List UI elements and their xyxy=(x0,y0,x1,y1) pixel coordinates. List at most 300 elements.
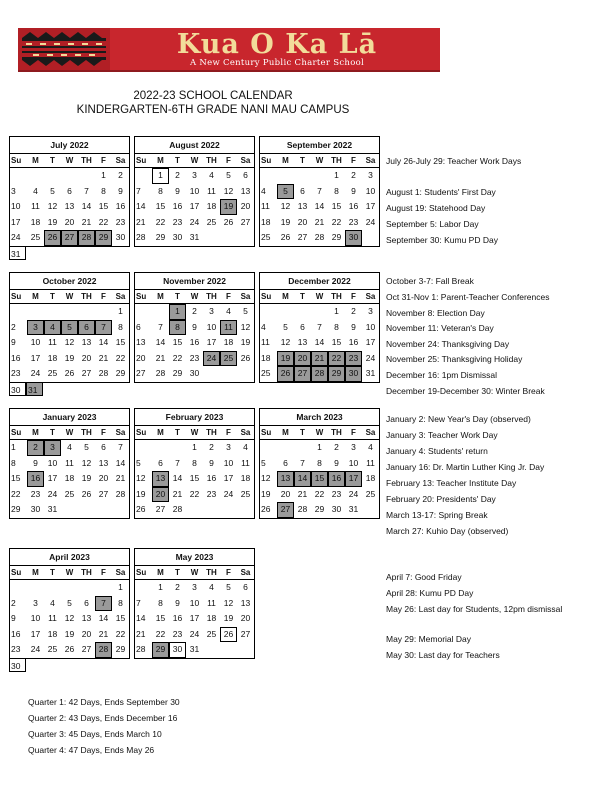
weekday-label: F xyxy=(101,292,106,301)
day-cell: 1 xyxy=(334,170,339,180)
empty-cell xyxy=(112,502,129,518)
day-cell: 22 xyxy=(331,216,342,227)
empty-cell xyxy=(61,304,78,320)
day-cell: 18 xyxy=(365,473,376,483)
day-cell: 25 xyxy=(64,488,75,499)
day-cell: 11 xyxy=(220,320,237,336)
day-cell: 29 xyxy=(152,642,169,658)
week-row xyxy=(10,230,129,246)
day-cell: 30 xyxy=(9,658,26,672)
day-cell: 4 xyxy=(44,320,61,336)
day-cell: 5 xyxy=(67,597,72,608)
day-cell: 15 xyxy=(98,201,109,211)
day-cell: 21 xyxy=(136,628,146,639)
day-cell: 2 xyxy=(192,306,197,316)
weekday-label: Su xyxy=(136,568,147,577)
weekday-header xyxy=(10,290,129,304)
day-cell: 16 xyxy=(328,471,345,487)
day-cell: 26 xyxy=(261,504,271,514)
empty-cell xyxy=(95,580,112,596)
calendar-note: November 24: Thanksgiving Day xyxy=(386,339,510,349)
day-cell: 15 xyxy=(155,201,166,211)
day-cell: 25 xyxy=(47,368,58,378)
week-row xyxy=(10,642,129,658)
day-cell: 4 xyxy=(368,442,373,452)
empty-cell xyxy=(61,168,78,184)
day-cell: 22 xyxy=(155,628,166,639)
empty-cell xyxy=(135,440,152,456)
empty-cell xyxy=(277,168,294,184)
empty-cell xyxy=(61,502,78,518)
week-row xyxy=(10,215,129,231)
day-cell: 17 xyxy=(206,337,217,347)
day-cell: 15 xyxy=(311,471,328,487)
day-cell: 4 xyxy=(226,306,231,316)
day-cell: 11 xyxy=(48,613,57,623)
day-cell: 30 xyxy=(115,232,126,242)
day-cell: 25 xyxy=(206,216,217,227)
day-cell: 3 xyxy=(209,306,214,316)
day-cell: 26 xyxy=(220,627,237,643)
week-row xyxy=(260,502,379,518)
day-cell: 29 xyxy=(155,232,166,242)
day-cell: 30 xyxy=(9,382,26,396)
day-cell: 23 xyxy=(115,216,126,227)
day-cell: 26 xyxy=(44,230,61,246)
day-cell: 3 xyxy=(351,442,356,452)
day-cell: 25 xyxy=(47,644,58,654)
day-cell: 14 xyxy=(136,201,146,211)
calendar-note: November 25: Thanksgiving Holiday xyxy=(386,354,523,364)
day-cell: 29 xyxy=(328,366,345,382)
month-may-2023 xyxy=(134,548,255,659)
day-cell: 30 xyxy=(172,232,183,242)
weekday-label: T xyxy=(175,428,180,437)
day-cell: 5 xyxy=(283,321,288,332)
day-cell: 15 xyxy=(189,473,200,483)
weekday-label: TH xyxy=(81,292,92,301)
calendar-note: October 3-7: Fall Break xyxy=(386,276,474,286)
month-october-2022 xyxy=(9,272,130,383)
day-cell: 8 xyxy=(118,321,123,332)
day-cell: 19 xyxy=(240,337,251,347)
empty-cell xyxy=(10,304,27,320)
weekday-label: F xyxy=(351,292,356,301)
weekday-label: M xyxy=(157,428,164,437)
day-cell: 27 xyxy=(81,368,92,378)
day-cell: 11 xyxy=(261,201,270,211)
day-cell: 21 xyxy=(115,473,126,483)
empty-cell xyxy=(362,502,379,518)
empty-cell xyxy=(294,168,311,184)
month-november-2022 xyxy=(134,272,255,383)
day-cell: 13 xyxy=(277,471,294,487)
weekday-label: T xyxy=(50,156,55,165)
day-cell: 8 xyxy=(192,457,197,468)
day-cell: 25 xyxy=(220,351,237,367)
empty-cell xyxy=(186,502,203,518)
day-cell: 29 xyxy=(331,232,342,242)
day-cell: 2 xyxy=(351,170,356,180)
day-cell: 24 xyxy=(30,644,41,654)
weekday-label: T xyxy=(175,568,180,577)
month-july-2022 xyxy=(9,136,130,247)
empty-cell xyxy=(203,230,220,246)
calendar-note: August 19: Statehood Day xyxy=(386,203,486,213)
weekday-label: Sa xyxy=(115,156,126,165)
month-name: December 2022 xyxy=(260,273,379,290)
day-cell: 28 xyxy=(136,232,146,242)
month-january-2023 xyxy=(9,408,130,519)
day-cell: 25 xyxy=(240,488,251,499)
day-cell: 28 xyxy=(98,368,109,378)
day-cell: 18 xyxy=(206,201,217,211)
day-cell: 10 xyxy=(189,185,200,196)
day-cell: 11 xyxy=(207,597,216,608)
calendar-note: April 7: Good Friday xyxy=(386,572,462,582)
day-cell: 6 xyxy=(300,321,305,332)
school-name: Kua O Ka Lā xyxy=(176,29,378,60)
day-cell: 15 xyxy=(155,613,166,623)
day-cell: 22 xyxy=(189,488,200,499)
week-row xyxy=(10,304,129,320)
weekday-label: Su xyxy=(261,156,272,165)
day-cell: 11 xyxy=(366,457,375,468)
day-cell: 27 xyxy=(81,644,92,654)
day-cell: 24 xyxy=(47,488,58,499)
weekday-header xyxy=(10,566,129,580)
day-cell: 7 xyxy=(95,320,112,336)
day-cell: 30 xyxy=(331,504,342,514)
day-cell: 23 xyxy=(11,644,21,654)
day-cell: 27 xyxy=(297,232,308,242)
day-cell: 13 xyxy=(64,201,75,211)
calendar-note: August 1: Students' First Day xyxy=(386,187,496,197)
day-cell: 23 xyxy=(189,352,200,363)
day-cell: 20 xyxy=(152,487,169,503)
weekday-label: M xyxy=(282,292,289,301)
day-cell: 4 xyxy=(33,185,38,196)
empty-cell xyxy=(78,304,95,320)
day-cell: 12 xyxy=(261,473,271,483)
day-cell: 5 xyxy=(226,582,231,592)
calendar-subtitle: KINDERGARTEN-6TH GRADE NANI MAU CAMPUS xyxy=(76,104,350,116)
day-cell: 30 xyxy=(345,230,362,246)
day-cell: 30 xyxy=(189,368,200,378)
day-cell: 2 xyxy=(118,170,123,180)
day-cell: 24 xyxy=(189,216,200,227)
day-cell: 18 xyxy=(261,352,271,363)
day-cell: 17 xyxy=(189,201,200,211)
day-cell: 3 xyxy=(368,170,373,180)
day-cell: 12 xyxy=(64,337,75,347)
day-cell: 28 xyxy=(314,232,325,242)
day-cell: 14 xyxy=(172,473,183,483)
day-cell: 18 xyxy=(64,473,75,483)
week-row xyxy=(260,199,379,215)
weekday-label: W xyxy=(315,428,324,437)
weekday-header xyxy=(260,426,379,440)
day-cell: 14 xyxy=(115,457,126,468)
day-cell: 6 xyxy=(84,597,89,608)
week-row xyxy=(10,502,129,518)
week-row xyxy=(260,366,379,382)
month-name: November 2022 xyxy=(135,273,254,290)
day-cell: 25 xyxy=(261,232,271,242)
weekday-header xyxy=(10,426,129,440)
empty-cell xyxy=(61,580,78,596)
day-cell: 25 xyxy=(261,368,271,378)
day-cell: 15 xyxy=(115,337,126,347)
day-cell: 30 xyxy=(30,504,41,514)
week-row xyxy=(260,320,379,336)
empty-cell xyxy=(220,642,237,658)
calendar-note: January 16: Dr. Martin Luther King Jr. Day xyxy=(386,462,545,472)
day-cell: 12 xyxy=(280,201,291,211)
day-cell: 19 xyxy=(64,352,75,363)
calendar-note: July 26-July 29: Teacher Work Days xyxy=(386,156,522,166)
week-row xyxy=(10,611,129,627)
day-cell: 31 xyxy=(9,246,26,260)
day-cell: 5 xyxy=(84,442,89,452)
empty-cell xyxy=(294,304,311,320)
day-cell: 27 xyxy=(277,502,294,518)
calendar-note: March 27: Kuhio Day (observed) xyxy=(386,526,509,536)
day-cell: 4 xyxy=(209,170,214,180)
day-cell: 19 xyxy=(280,216,291,227)
day-cell: 3 xyxy=(11,185,16,196)
weekday-label: F xyxy=(226,568,231,577)
day-cell: 16 xyxy=(189,337,200,347)
day-cell: 7 xyxy=(118,442,123,452)
week-row xyxy=(260,487,379,503)
calendar-note: September 30: Kumu PD Day xyxy=(386,235,498,245)
day-cell: 1 xyxy=(192,442,197,452)
calendar-note: February 13: Teacher Institute Day xyxy=(386,478,517,488)
day-cell: 11 xyxy=(48,337,57,347)
day-cell: 11 xyxy=(207,185,216,196)
day-cell: 5 xyxy=(226,170,231,180)
weekday-label: T xyxy=(175,292,180,301)
empty-cell xyxy=(260,168,277,184)
week-row xyxy=(135,168,254,184)
day-cell: 14 xyxy=(314,201,325,211)
day-cell: 21 xyxy=(81,216,92,227)
weekday-header xyxy=(260,154,379,168)
day-cell: 2 xyxy=(27,440,44,456)
day-cell: 22 xyxy=(172,352,183,363)
day-cell: 3 xyxy=(44,440,61,456)
day-cell: 20 xyxy=(294,351,311,367)
empty-cell xyxy=(277,304,294,320)
day-cell: 13 xyxy=(81,337,92,347)
day-cell: 17 xyxy=(30,628,41,639)
week-row xyxy=(10,487,129,503)
week-row xyxy=(10,471,129,487)
day-cell: 19 xyxy=(47,216,58,227)
empty-cell xyxy=(10,168,27,184)
weekday-label: Su xyxy=(136,156,147,165)
calendar-note: January 4: Students' return xyxy=(386,446,488,456)
weekday-label: Sa xyxy=(240,428,251,437)
day-cell: 16 xyxy=(11,352,21,363)
week-row xyxy=(10,184,129,200)
day-cell: 11 xyxy=(31,201,40,211)
day-cell: 10 xyxy=(365,321,376,332)
week-row xyxy=(135,627,254,643)
week-row xyxy=(260,335,379,351)
empty-cell xyxy=(95,502,112,518)
day-cell: 21 xyxy=(136,216,146,227)
day-cell: 1 xyxy=(152,168,169,184)
weekday-label: TH xyxy=(206,568,217,577)
empty-cell xyxy=(44,168,61,184)
calendar-note: January 2: New Year's Day (observed) xyxy=(386,414,531,424)
month-february-2023 xyxy=(134,408,255,519)
day-cell: 17 xyxy=(47,473,58,483)
day-cell: 24 xyxy=(203,351,220,367)
day-cell: 26 xyxy=(280,232,291,242)
day-cell: 8 xyxy=(334,321,339,332)
weekday-label: F xyxy=(226,292,231,301)
day-cell: 8 xyxy=(11,457,16,468)
day-cell: 10 xyxy=(11,201,21,211)
week-row xyxy=(10,596,129,612)
day-cell: 25 xyxy=(365,488,376,499)
week-row xyxy=(135,502,254,518)
week-row xyxy=(260,471,379,487)
empty-cell xyxy=(135,580,152,596)
empty-cell xyxy=(362,230,379,246)
day-cell: 17 xyxy=(30,352,41,363)
week-row xyxy=(10,627,129,643)
day-cell: 20 xyxy=(240,201,251,211)
week-row xyxy=(10,580,129,596)
day-cell: 2 xyxy=(11,597,16,608)
day-cell: 10 xyxy=(365,185,376,196)
day-cell: 14 xyxy=(155,337,166,347)
weekday-label: TH xyxy=(206,428,217,437)
week-row xyxy=(135,199,254,215)
weekday-label: W xyxy=(190,428,199,437)
day-cell: 27 xyxy=(61,230,78,246)
day-cell: 20 xyxy=(81,352,92,363)
day-cell: 9 xyxy=(175,597,180,608)
month-name: May 2023 xyxy=(135,549,254,566)
school-tagline: A New Century Public Charter School xyxy=(189,58,365,68)
day-cell: 4 xyxy=(261,185,266,196)
day-cell: 10 xyxy=(47,457,58,468)
day-cell: 30 xyxy=(169,642,186,658)
day-cell: 18 xyxy=(47,628,58,639)
calendar-note: Oct 31-Nov 1: Parent-Teacher Conferences xyxy=(386,292,550,302)
week-row xyxy=(135,335,254,351)
day-cell: 5 xyxy=(136,457,141,468)
weekday-label: T xyxy=(300,156,305,165)
tribal-pattern-icon xyxy=(18,28,110,70)
empty-cell xyxy=(203,502,220,518)
day-cell: 13 xyxy=(136,337,146,347)
day-cell: 28 xyxy=(136,644,146,654)
empty-cell xyxy=(237,230,254,246)
month-name: October 2022 xyxy=(10,273,129,290)
day-cell: 20 xyxy=(240,613,251,623)
day-cell: 9 xyxy=(175,185,180,196)
day-cell: 6 xyxy=(243,582,248,592)
empty-cell xyxy=(311,168,328,184)
day-cell: 24 xyxy=(348,488,359,499)
calendar-note: November 8: Election Day xyxy=(386,308,485,318)
day-cell: 13 xyxy=(98,457,109,468)
empty-cell xyxy=(135,168,152,184)
day-cell: 13 xyxy=(240,597,251,608)
weekday-label: T xyxy=(50,568,55,577)
month-name: January 2023 xyxy=(10,409,129,426)
empty-cell xyxy=(220,502,237,518)
day-cell: 23 xyxy=(348,216,359,227)
day-cell: 10 xyxy=(206,321,217,332)
day-cell: 5 xyxy=(50,185,55,196)
day-cell: 7 xyxy=(84,185,89,196)
day-cell: 31 xyxy=(189,232,200,242)
empty-cell xyxy=(44,304,61,320)
week-row xyxy=(260,230,379,246)
week-row xyxy=(10,351,129,367)
day-cell: 18 xyxy=(223,337,234,347)
day-cell: 29 xyxy=(11,504,21,514)
week-row xyxy=(135,440,254,456)
week-row xyxy=(135,215,254,231)
day-cell: 8 xyxy=(158,185,163,196)
day-cell: 6 xyxy=(136,321,141,332)
weekday-label: W xyxy=(190,568,199,577)
day-cell: 8 xyxy=(118,597,123,608)
weekday-label: Sa xyxy=(240,568,251,577)
day-cell: 23 xyxy=(172,628,183,639)
day-cell: 20 xyxy=(280,488,291,499)
weekday-label: M xyxy=(32,156,39,165)
week-row xyxy=(135,642,254,658)
day-cell: 17 xyxy=(345,471,362,487)
day-cell: 21 xyxy=(98,628,109,639)
day-cell: 25 xyxy=(206,628,217,639)
day-cell: 28 xyxy=(155,368,166,378)
day-cell: 19 xyxy=(277,351,294,367)
empty-cell xyxy=(294,440,311,456)
weekday-label: F xyxy=(351,156,356,165)
month-december-2022 xyxy=(259,272,380,383)
day-cell: 3 xyxy=(33,597,38,608)
empty-cell xyxy=(311,304,328,320)
day-cell: 10 xyxy=(30,613,41,623)
weekday-label: T xyxy=(175,156,180,165)
day-cell: 9 xyxy=(192,321,197,332)
day-cell: 24 xyxy=(189,628,200,639)
month-march-2023 xyxy=(259,408,380,519)
day-cell: 19 xyxy=(136,488,146,499)
day-cell: 9 xyxy=(334,457,339,468)
day-cell: 10 xyxy=(223,457,234,468)
day-cell: 23 xyxy=(331,488,342,499)
empty-cell xyxy=(78,502,95,518)
calendar-note: March 13-17: Spring Break xyxy=(386,510,488,520)
day-cell: 27 xyxy=(240,216,251,227)
day-cell: 14 xyxy=(98,613,109,623)
day-cell: 21 xyxy=(297,488,308,499)
week-row xyxy=(135,456,254,472)
day-cell: 6 xyxy=(101,442,106,452)
day-cell: 1 xyxy=(317,442,322,452)
